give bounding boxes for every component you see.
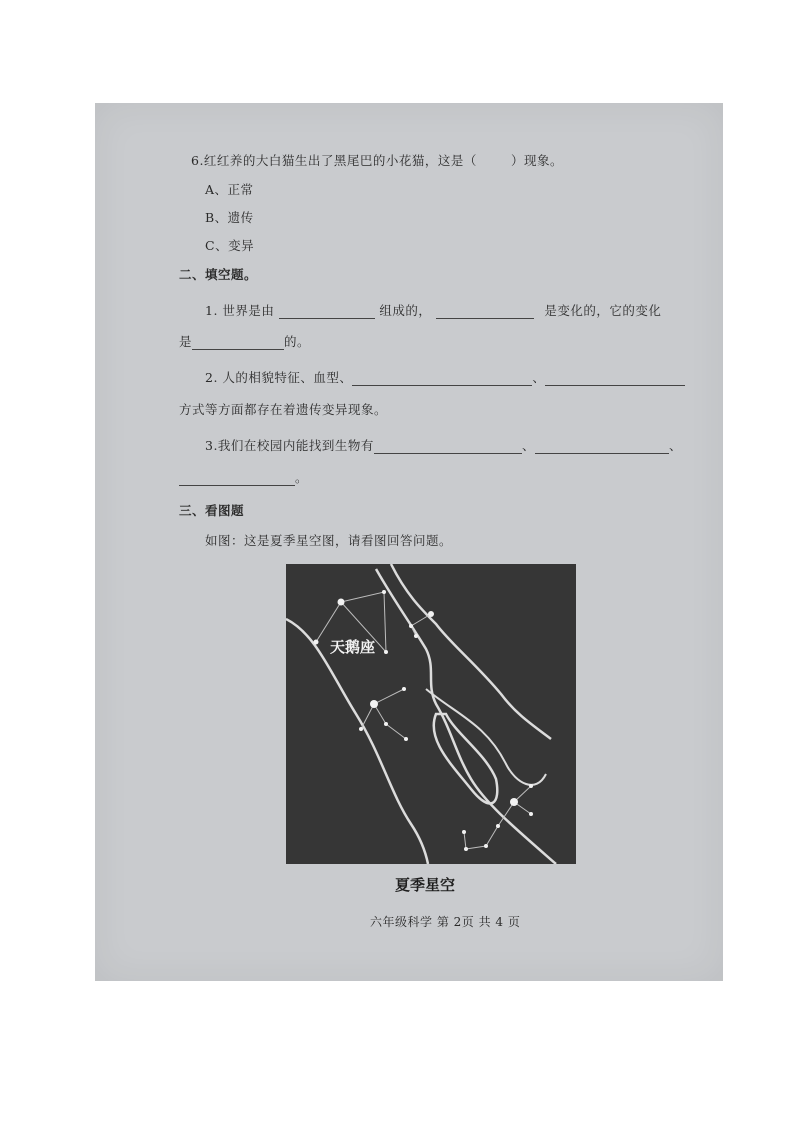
fill-blank-8[interactable]	[179, 471, 295, 486]
fill-q1-text-c: 是变化的，它的变化	[544, 303, 662, 318]
fill-q1-line1	[205, 301, 661, 319]
fill-q2-text-a: 2. 人的相貌特征、血型、	[205, 370, 353, 385]
section-3-intro: 如图：这是夏季星空图，请看图回答问题。	[205, 533, 453, 548]
fill-q1-text-a: 1. 世界是由	[205, 303, 275, 318]
q6-option-c: C、变异	[205, 238, 255, 253]
star-map-illustration	[286, 564, 576, 864]
fill-blank-7[interactable]	[535, 439, 669, 454]
fill-q1-text-d: 是	[179, 334, 193, 349]
fill-blank-5[interactable]	[545, 371, 685, 386]
q6-stem-suffix: ）现象。	[510, 153, 563, 168]
section-3-heading: 三、看图题	[179, 503, 245, 518]
fill-q1-text-e: 的。	[284, 334, 311, 349]
fill-blank-3[interactable]	[192, 335, 284, 350]
star-map-caption: 夏季星空	[395, 876, 456, 894]
fill-q3-text-b: 、	[521, 438, 535, 453]
q6-option-b: B、遗传	[205, 210, 254, 225]
fill-q3-text-d: 。	[295, 470, 309, 485]
q6-option-a: A、正常	[205, 182, 254, 197]
q6-stem-text: 6.红红养的大白猫生出了黑尾巴的小花猫，这是（	[191, 153, 477, 168]
constellation-label-cygnus: 天鹅座	[330, 638, 376, 656]
fill-q3-line1	[205, 436, 682, 454]
section-2-heading: 二、填空题。	[179, 267, 258, 282]
fill-blank-1[interactable]	[279, 304, 375, 319]
exam-page	[95, 103, 723, 981]
fill-q3-text-a: 3.我们在校园内能找到生物有	[205, 438, 374, 453]
fill-blank-4[interactable]	[352, 371, 532, 386]
fill-blank-2[interactable]	[436, 304, 534, 319]
question-6-stem	[191, 151, 563, 169]
fill-q3-line2	[179, 468, 308, 486]
fill-q2-line1	[205, 368, 685, 386]
fill-q1-line2	[179, 332, 310, 350]
fill-q2-line2: 方式等方面都存在着遗传变异现象。	[179, 402, 388, 417]
fill-q1-text-b: 组成的，	[379, 303, 432, 318]
fill-q3-text-c: 、	[668, 438, 682, 453]
fill-blank-6[interactable]	[374, 439, 522, 454]
summer-star-map	[286, 564, 576, 864]
fill-q2-text-b: 、	[532, 370, 546, 385]
page-footer: 六年级科学 第 2页 共 4 页	[370, 915, 521, 929]
